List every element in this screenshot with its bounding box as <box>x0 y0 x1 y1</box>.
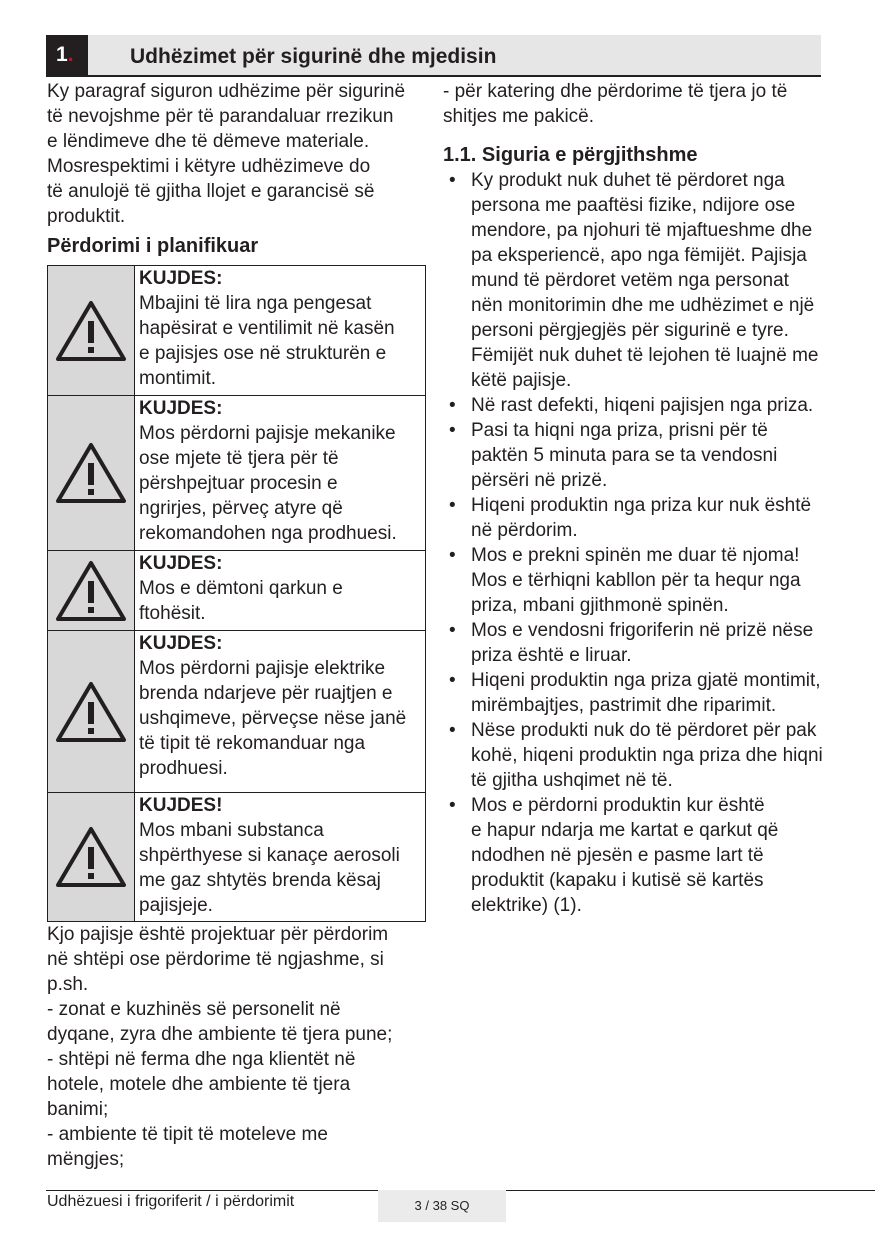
warning-text <box>135 793 425 921</box>
header-divider <box>46 75 821 77</box>
warning-icon-cell <box>48 793 135 921</box>
list-item: • Pasi ta hiqni nga priza, prisni për të paktën 5 minuta para se ta vendosni përsëri në prizë. <box>443 418 848 493</box>
warning-text <box>135 396 425 550</box>
list-item: • Hiqeni produktin nga priza kur nuk është në përdorim. <box>443 493 848 543</box>
warning-body: Mbajini të lira nga pengesat hapësirat e ventilimit në kasën e pajisjes ose në strukturën e montimit. <box>139 293 395 389</box>
warning-row <box>48 631 425 793</box>
warning-body: Mos përdorni pajisje elektrike brenda ndarjeve për ruajtjen e ushqimeve, përveçse nëse janë të tipit të rekomanduar nga prodhuesi. <box>139 658 407 779</box>
warning-icon-cell <box>48 396 135 550</box>
intro-paragraph: Ky paragraf siguron udhëzime për sigurinë të nevojshme për të parandaluar rrezikun e lëndimeve dhe të dëmeve materiale. Mosrespektimi i këtyre udhëzimeve do të anulojë të gjitha llojet e garancisë së produktit. <box>47 81 406 227</box>
warning-icon-cell <box>48 631 135 792</box>
warning-title: KUJDES: <box>139 398 223 419</box>
list-item: • Mos e vendosni frigoriferin në prizë nëse priza është e liruar. <box>443 618 848 668</box>
warning-body: Mos përdorni pajisje mekanike ose mjete të tjera për të përshpejtuar procesin e ngrirjes, përveç atyre që rekomandohen nga prodhuesi. <box>139 423 397 544</box>
left-column <box>47 79 422 1172</box>
list-item: • Ky produkt nuk duhet të përdoret nga persona me paaftësi fizike, ndijore ose mendore, pa njohuri të mjaftueshme dhe pa eksperiencë, apo nga fëmijët. Pajisja mund të përdoret vetëm nga personat nën monitorimin dhe me udhëzimet e një personi përgjegjës për sigurinë e tyre. Fëmijët nuk duhet të lejohen të luajnë me këtë pajisje. <box>443 168 848 393</box>
warning-body: Mos mbani substanca shpërthyese si kanaçe aerosoli me gaz shtytës brenda kësaj pajisjeje. <box>139 820 400 916</box>
warning-body: Mos e dëmtoni qarkun e ftohësit. <box>139 578 343 624</box>
warning-title: KUJDES! <box>139 795 223 816</box>
heading-intended-use: Përdorimi i planifikuar <box>47 235 259 257</box>
list-item: • Mos e prekni spinën me duar të njoma! Mos e tërhiqni kabllon për ta hequr nga priza, mbani gjithmonë spinën. <box>443 543 848 618</box>
list-item: • Mos e përdorni produktin kur është e hapur ndarja me kartat e qarkut që ndodhen në pjesën e pasme lart të produktit (kapaku i kutisë së kartës elektrike) (1). <box>443 793 848 918</box>
warning-triangle-icon <box>55 680 127 744</box>
warning-row <box>48 551 425 631</box>
right-column <box>443 79 848 918</box>
warning-icon-cell <box>48 551 135 630</box>
page-number: 3 / 38 SQ <box>378 1190 506 1222</box>
list-item: • Në rast defekti, hiqeni pajisjen nga priza. <box>443 393 848 418</box>
section-title: Udhëzimet për sigurinë dhe mjedisin <box>130 45 497 68</box>
heading-general-safety: 1.1. Siguria e përgjithshme <box>443 144 698 166</box>
list-item: • Hiqeni produktin nga priza gjatë montimit, mirëmbajtjes, pastrimit dhe riparimit. <box>443 668 848 718</box>
warning-row <box>48 396 425 551</box>
safety-list <box>443 168 848 918</box>
warning-text <box>135 551 425 630</box>
catering-item: - për katering dhe përdorime të tjera jo të shitjes me pakicë. <box>443 81 788 127</box>
warning-row <box>48 266 425 396</box>
list-item: • Nëse produkti nuk do të përdoret për pak kohë, hiqeni produktin nga priza dhe hiqni të gjitha ushqimet në të. <box>443 718 848 793</box>
warning-title: KUJDES: <box>139 633 223 654</box>
warning-triangle-icon <box>55 825 127 889</box>
intended-use-paragraph: Kjo pajisje është projektuar për përdorim në shtëpi ose përdorime të ngjashme, si p.sh. - zonat e kuzhinës së personelit në dyqane, zyra dhe ambiente të tjera pune; - shtëpi në ferma dhe nga klientët në hotele, motele dhe ambiente të tjera banimi; - ambiente të tipit të moteleve me mëngjes; <box>47 924 393 1170</box>
warning-title: KUJDES: <box>139 268 223 289</box>
section-number-badge: 1. <box>46 35 88 75</box>
warning-text <box>135 631 425 792</box>
footer-title: Udhëzuesi i frigoriferit / i përdorimit <box>47 1193 295 1210</box>
warning-triangle-icon <box>55 299 127 363</box>
warning-triangle-icon <box>55 559 127 623</box>
warning-icon-cell <box>48 266 135 395</box>
warning-triangle-icon <box>55 441 127 505</box>
warning-row <box>48 793 425 922</box>
warning-text <box>135 266 425 395</box>
warnings-table <box>47 265 426 922</box>
warning-title: KUJDES: <box>139 553 223 574</box>
